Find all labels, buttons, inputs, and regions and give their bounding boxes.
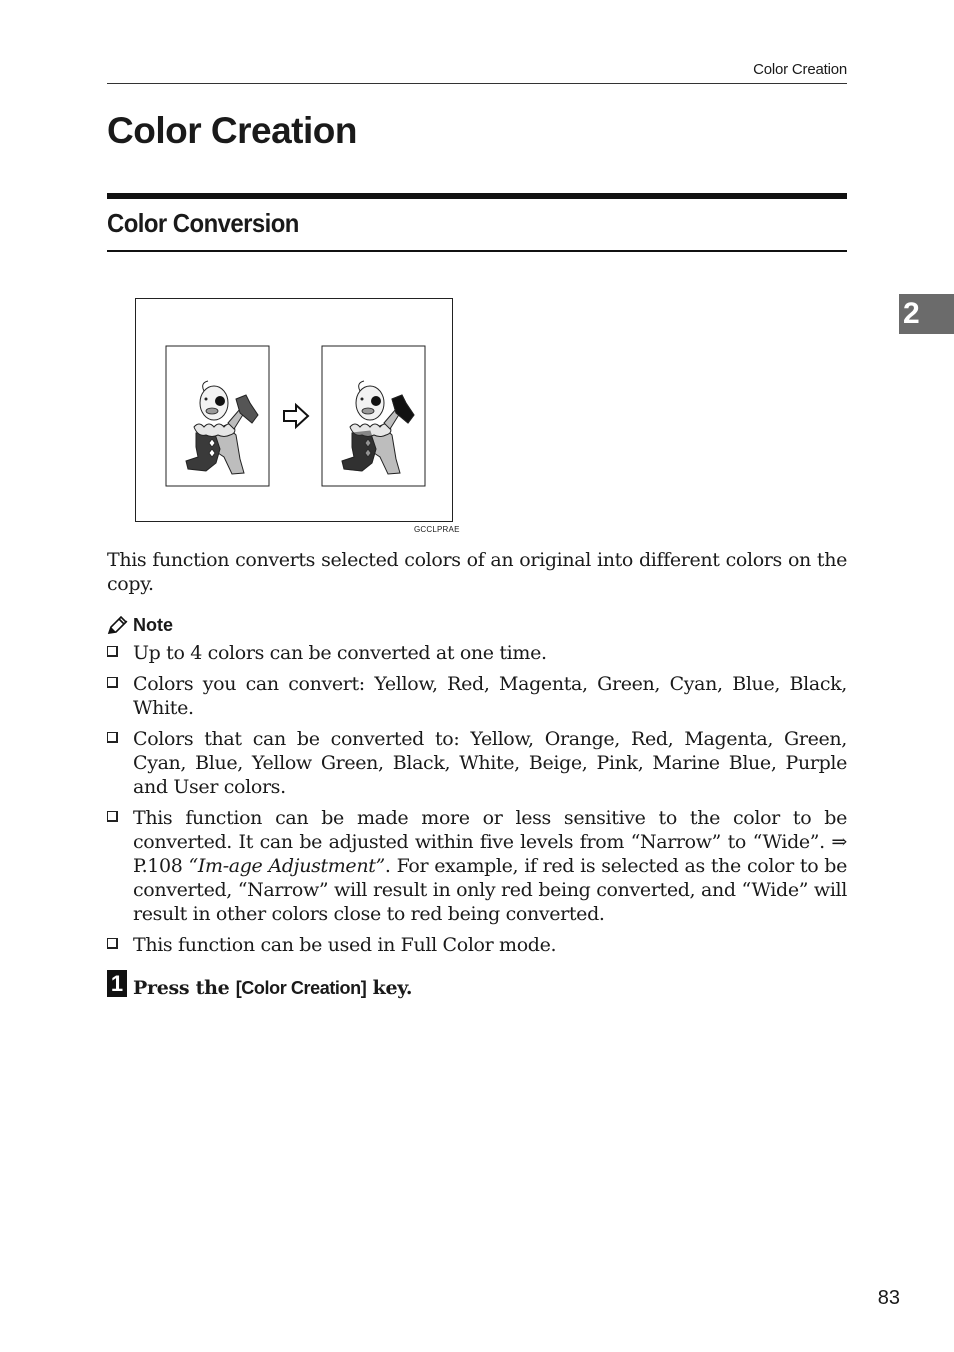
clown-conversion-illustration xyxy=(136,299,454,523)
checkbox-bullet-icon xyxy=(107,732,118,743)
checkbox-bullet-icon xyxy=(107,646,118,657)
cross-reference-link[interactable]: “Im-age Adjustment” xyxy=(188,855,385,877)
intro-paragraph: This function converts selected colors of an original into different colors on the copy. xyxy=(107,549,847,595)
note-item: This function can be made more or less sensitive to the color to be converted. It can be adjusted within five levels from “Narrow” to “Wide”. ⇒ P.108 “Im-age Adjustment”. For example, if red is selected as the color to be converted, “Narrow” will result in only red being converted, and “Wide” will result in other colors close to red being converted. xyxy=(107,806,847,926)
step-1 xyxy=(107,970,412,1000)
figure-code: GCCLPRAE xyxy=(414,525,460,534)
section-heading xyxy=(107,193,847,252)
step-number: 1 xyxy=(107,970,127,997)
key-name: [Color Creation] xyxy=(235,978,367,998)
checkbox-bullet-icon xyxy=(107,811,118,822)
checkbox-bullet-icon xyxy=(107,938,118,949)
running-head: Color Creation xyxy=(107,60,847,84)
note-item: This function can be used in Full Color mode. xyxy=(107,933,847,957)
note-item: Colors you can convert: Yellow, Red, Magenta, Green, Cyan, Blue, Black, White. xyxy=(107,672,847,720)
note-heading xyxy=(107,612,173,638)
note-item: Up to 4 colors can be converted at one time. xyxy=(107,641,847,665)
page-title: Color Creation xyxy=(107,110,357,151)
pencil-icon xyxy=(107,615,129,635)
hollow-right-arrow-icon xyxy=(284,405,308,427)
page-number: 83 xyxy=(877,1287,900,1309)
note-item: Colors that can be converted to: Yellow, Orange, Red, Magenta, Green, Cyan, Blue, Yellow Green, Black, White, Beige, Pink, Marine Blue, Purple and User colors. xyxy=(107,727,847,799)
note-label: Note xyxy=(133,615,173,635)
section-title: Color Conversion xyxy=(107,208,299,238)
note-list xyxy=(107,641,847,964)
chapter-tab: 2 xyxy=(899,294,954,334)
step-instruction: Press the [Color Creation] key. xyxy=(133,977,413,999)
illustration-figure xyxy=(135,298,453,522)
checkbox-bullet-icon xyxy=(107,677,118,688)
